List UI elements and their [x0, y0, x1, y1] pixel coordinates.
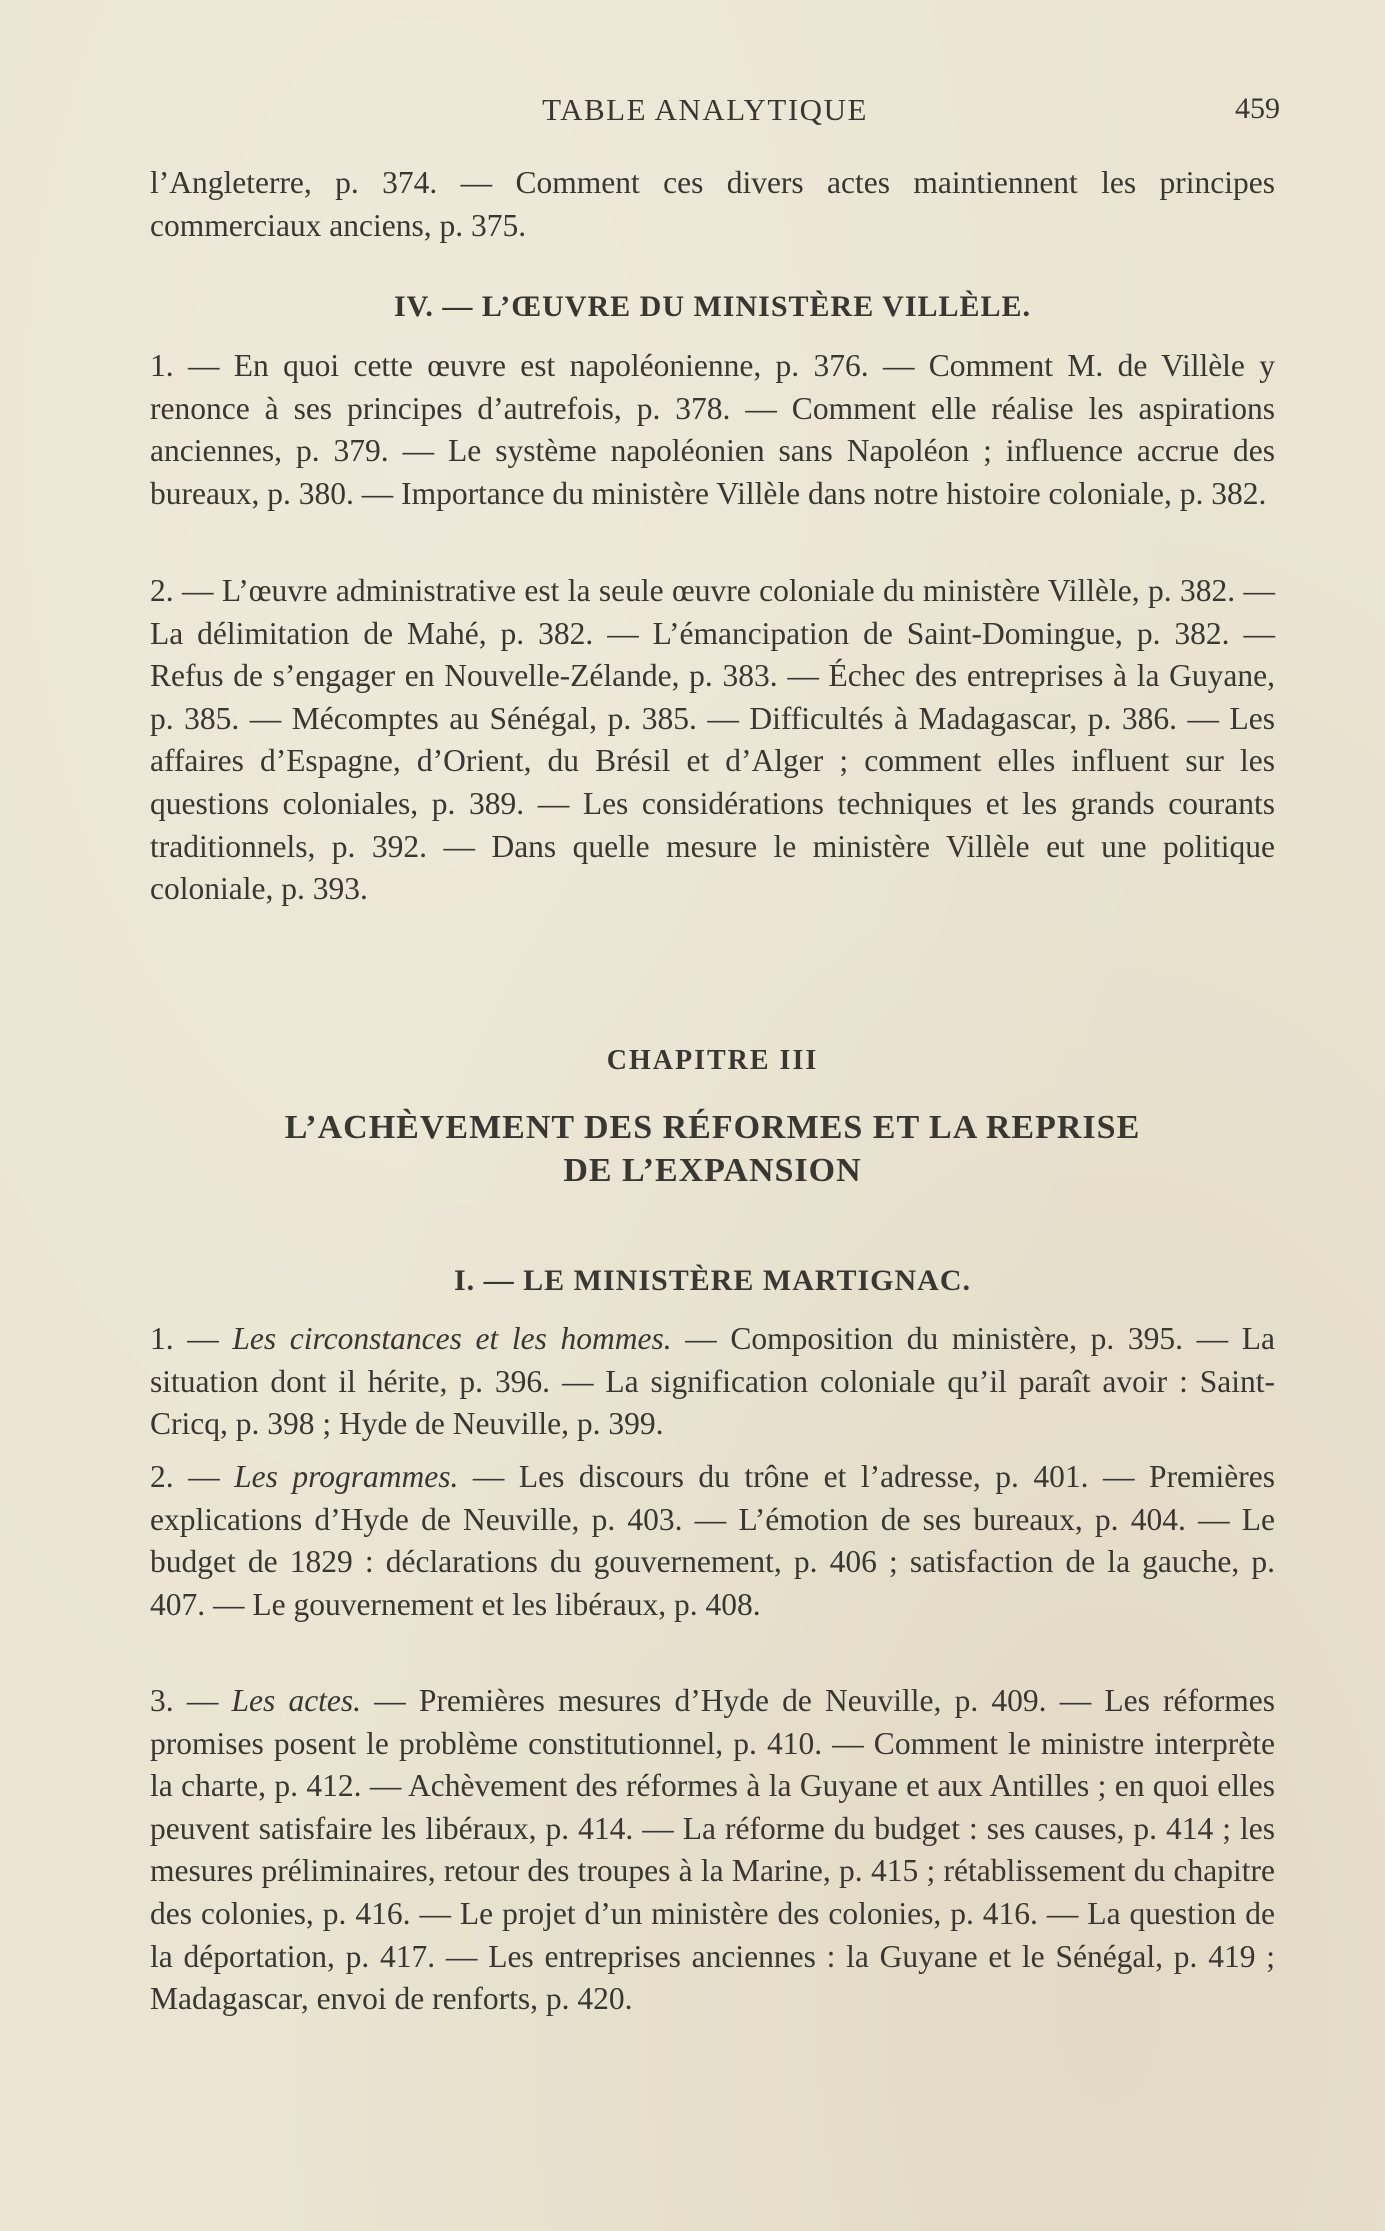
paragraph-text: — Composition du ministère, p. 395. — La situation dont il hérite, p. 396. — La signification coloniale qu’il paraît avoir : Saint-Cricq, p. 398 ; Hyde de Neuville, p. 399. — [150, 1321, 1275, 1442]
paragraph-text: — L’œuvre administrative est la seule œuvre coloniale du ministère Villèle, p. 382. — La délimitation de Mahé, p. 382. — L’émancipation de Saint-Domingue, p. 382. — Refus de s’engager en Nouvelle-Zélande, p. 383. — Échec des entreprises à la Guyane, p. 385. — Mécomptes au Sénégal, p. 385. — Difficultés à Madagascar, p. 386. — Les affaires d’Espagne, d’Orient, du Brésil et d’Alger ; comment elles influent sur les questions coloniales, p. 389. — Les considérations techniques et les grands courants traditionnels, p. 392. — Dans quelle mesure le ministère Villèle eut une politique coloniale, p. 393. — [150, 573, 1275, 907]
chapter-title-line-1: L’ACHÈVEMENT DES RÉFORMES ET LA REPRISE — [284, 1109, 1141, 1146]
paragraph-italic-heading: Les programmes. — [234, 1459, 459, 1494]
section-iv-title: IV. — L’ŒUVRE DU MINISTÈRE VILLÈLE. — [393, 290, 1032, 323]
section-i-paragraph-3: 3. — Les actes. — Premières mesures d’Hyde de Neuville, p. 409. — Les réformes promises posent le problème constitutionnel, p. 410. — Comment le ministre interprète la charte, p. 412. — Achèvement des réformes à la Guyane et aux Antilles ; en quoi elles peuvent satisfaire les libéraux, p. 414. — La réforme du budget : ses causes, p. 414 ; les mesures préliminaires, retour des troupes à la Marine, p. 415 ; rétablissement du chapitre des colonies, p. 416. — Le projet d’un ministère des colonies, p. 416. — La question de la déportation, p. 417. — Les entreprises anciennes : la Guyane et le Sénégal, p. 419 ; Madagascar, envoi de renforts, p. 420. — [150, 1683, 1275, 2017]
section-i-paragraph-2: 2. — Les programmes. — Les discours du trône et l’adresse, p. 401. — Premières explications d’Hyde de Neuville, p. 403. — L’émotion de ses bureaux, p. 404. — Le budget de 1829 : déclarations du gouvernement, p. 406 ; satisfaction de la gauche, p. 407. — Le gouvernement et les libéraux, p. 408. — [150, 1459, 1275, 1622]
section-iv-paragraph-2 — [150, 570, 1275, 911]
paragraph-italic-heading: Les actes. — [231, 1683, 362, 1718]
paragraph-text: — En quoi cette œuvre est napoléonienne, p. 376. — Comment M. de Villèle y renonce à ses principes d’autrefois, p. 378. — Comment elle réalise les aspirations anciennes, p. 379. — Le système napoléonien sans Napoléon ; influence accrue des bureaux, p. 380. — Importance du ministère Villèle dans notre histoire coloniale, p. 382. — [150, 348, 1276, 511]
paragraph-number: 1. — [150, 1321, 174, 1356]
paragraph-text: — Premières mesures d’Hyde de Neuville, p. 409. — Les réformes promises posent le problème constitutionnel, p. 410. — Comment le ministre interprète la charte, p. 412. — Achèvement des réformes à la Guyane et aux Antilles ; en quoi elles peuvent satisfaire les libéraux, p. 414. — La réforme du budget : ses causes, p. 414 ; les mesures préliminaires, retour des troupes à la Marine, p. 415 ; rétablissement du chapitre des colonies, p. 416. — Le projet d’un ministère des colonies, p. 416. — La question de la déportation, p. 417. — Les entreprises anciennes : la Guyane et le Sénégal, p. 419 ; Madagascar, envoi de renforts, p. 420. — [150, 1683, 1275, 2017]
paragraph-text: — Les discours du trône et l’adresse, p. 401. — Premières explications d’Hyde de Neuville, p. 403. — L’émotion de ses bureaux, p. 404. — Le budget de 1829 : déclarations du gouvernement, p. 406 ; satisfaction de la gauche, p. 407. — Le gouvernement et les libéraux, p. 408. — [150, 1459, 1275, 1622]
running-title: TABLE ANALYTIQUE — [542, 92, 868, 127]
continuation-paragraph: l’Angleterre, p. 374. — Comment ces divers actes maintiennent les principes commerciaux anciens, p. 375. — [150, 165, 1275, 243]
page-header — [150, 92, 1280, 132]
paragraph-number: 2. — [150, 1459, 174, 1494]
chapter-label: CHAPITRE III — [606, 1045, 819, 1076]
chapter-title — [150, 1106, 1275, 1192]
paragraph-number: 2. — [150, 573, 174, 608]
paragraph-number: 3. — [150, 1683, 174, 1718]
section-iv-paragraph-1 — [150, 345, 1275, 515]
page-number: 459 — [1235, 92, 1280, 125]
chapter-title-line-2: DE L’EXPANSION — [563, 1152, 862, 1189]
section-i-paragraph-1: 1. — Les circonstances et les hommes. — Composition du ministère, p. 395. — La situation dont il hérite, p. 396. — La signification coloniale qu’il paraît avoir : Saint-Cricq, p. 398 ; Hyde de Neuville, p. 399. — [150, 1321, 1275, 1442]
section-i-title: I. — LE MINISTÈRE MARTIGNAC. — [453, 1264, 971, 1297]
paragraph-number: 1. — [150, 348, 174, 383]
paragraph-italic-heading: Les circonstances et les hommes. — [232, 1321, 672, 1356]
